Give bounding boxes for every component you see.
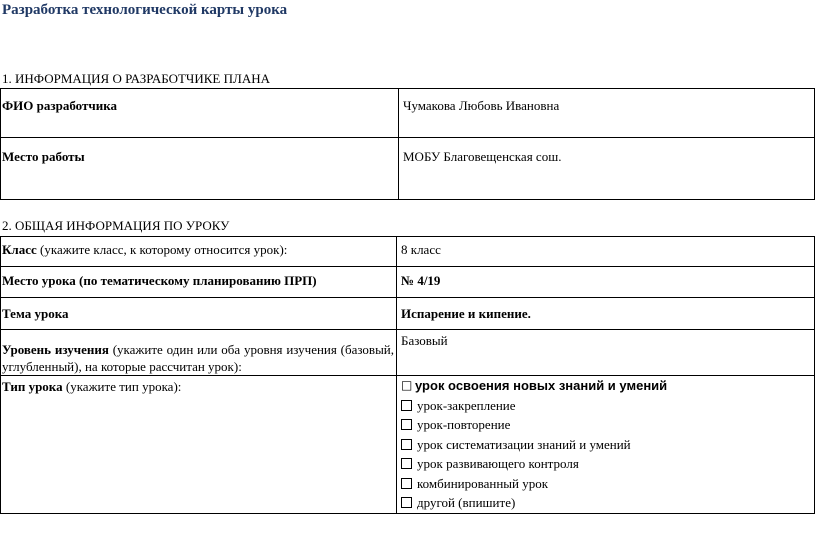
- checked-box-icon: □: [401, 378, 413, 392]
- lesson-type-option-selected[interactable]: □ урок освоения новых знаний и умений: [401, 376, 814, 396]
- workplace-label: Место работы: [1, 138, 399, 200]
- checkbox-icon: [401, 497, 412, 508]
- lesson-place-row: [1, 267, 815, 298]
- lesson-type-label: Тип урока (укажите тип урока):: [1, 376, 397, 514]
- section-1-heading: 1. ИНФОРМАЦИЯ О РАЗРАБОТЧИКЕ ПЛАНА: [2, 71, 270, 86]
- lesson-type-option[interactable]: другой (впишите): [401, 493, 814, 513]
- study-level-label: Уровень изучения (укажите один или оба уровня изучения (базовый, углубленный), на которые рассчитан урок):: [1, 330, 397, 376]
- lesson-topic-row: [1, 298, 815, 330]
- developer-info-table: [0, 88, 815, 200]
- checkbox-icon: [401, 458, 412, 469]
- lesson-type-option[interactable]: урок развивающего контроля: [401, 454, 814, 474]
- page-title: Разработка технологической карты урока: [2, 2, 288, 18]
- developer-name-value: Чумакова Любовь Ивановна: [399, 89, 815, 138]
- checkbox-icon: [401, 439, 412, 450]
- lesson-info-table: [0, 236, 815, 514]
- study-level-row: [1, 330, 815, 376]
- workplace-value: МОБУ Благовещенская сош.: [399, 138, 815, 200]
- class-row: [1, 237, 815, 267]
- lesson-place-label: Место урока (по тематическому планированию ПРП): [1, 267, 397, 298]
- checkbox-icon: [401, 478, 412, 489]
- workplace-row: [1, 138, 815, 200]
- developer-name-row: [1, 89, 815, 138]
- developer-name-label: ФИО разработчика: [1, 89, 399, 138]
- lesson-type-option[interactable]: комбинированный урок: [401, 474, 814, 494]
- lesson-topic-value: Испарение и кипение.: [397, 298, 815, 330]
- checkbox-icon: [401, 400, 412, 411]
- lesson-type-option[interactable]: урок систематизации знаний и умений: [401, 435, 814, 455]
- study-level-value: Базовый: [397, 330, 815, 376]
- lesson-topic-label: Тема урока: [1, 298, 397, 330]
- lesson-type-option[interactable]: урок-закрепление: [401, 396, 814, 416]
- checkbox-icon: [401, 419, 412, 430]
- lesson-place-value: № 4/19: [397, 267, 815, 298]
- class-label: Класс (укажите класс, к которому относится урок):: [1, 237, 397, 267]
- lesson-type-row: [1, 376, 815, 514]
- class-value: 8 класс: [397, 237, 815, 267]
- section-2-heading: 2. ОБЩАЯ ИНФОРМАЦИЯ ПО УРОКУ: [2, 218, 230, 233]
- lesson-type-options: [397, 376, 815, 514]
- lesson-type-option[interactable]: урок-повторение: [401, 415, 814, 435]
